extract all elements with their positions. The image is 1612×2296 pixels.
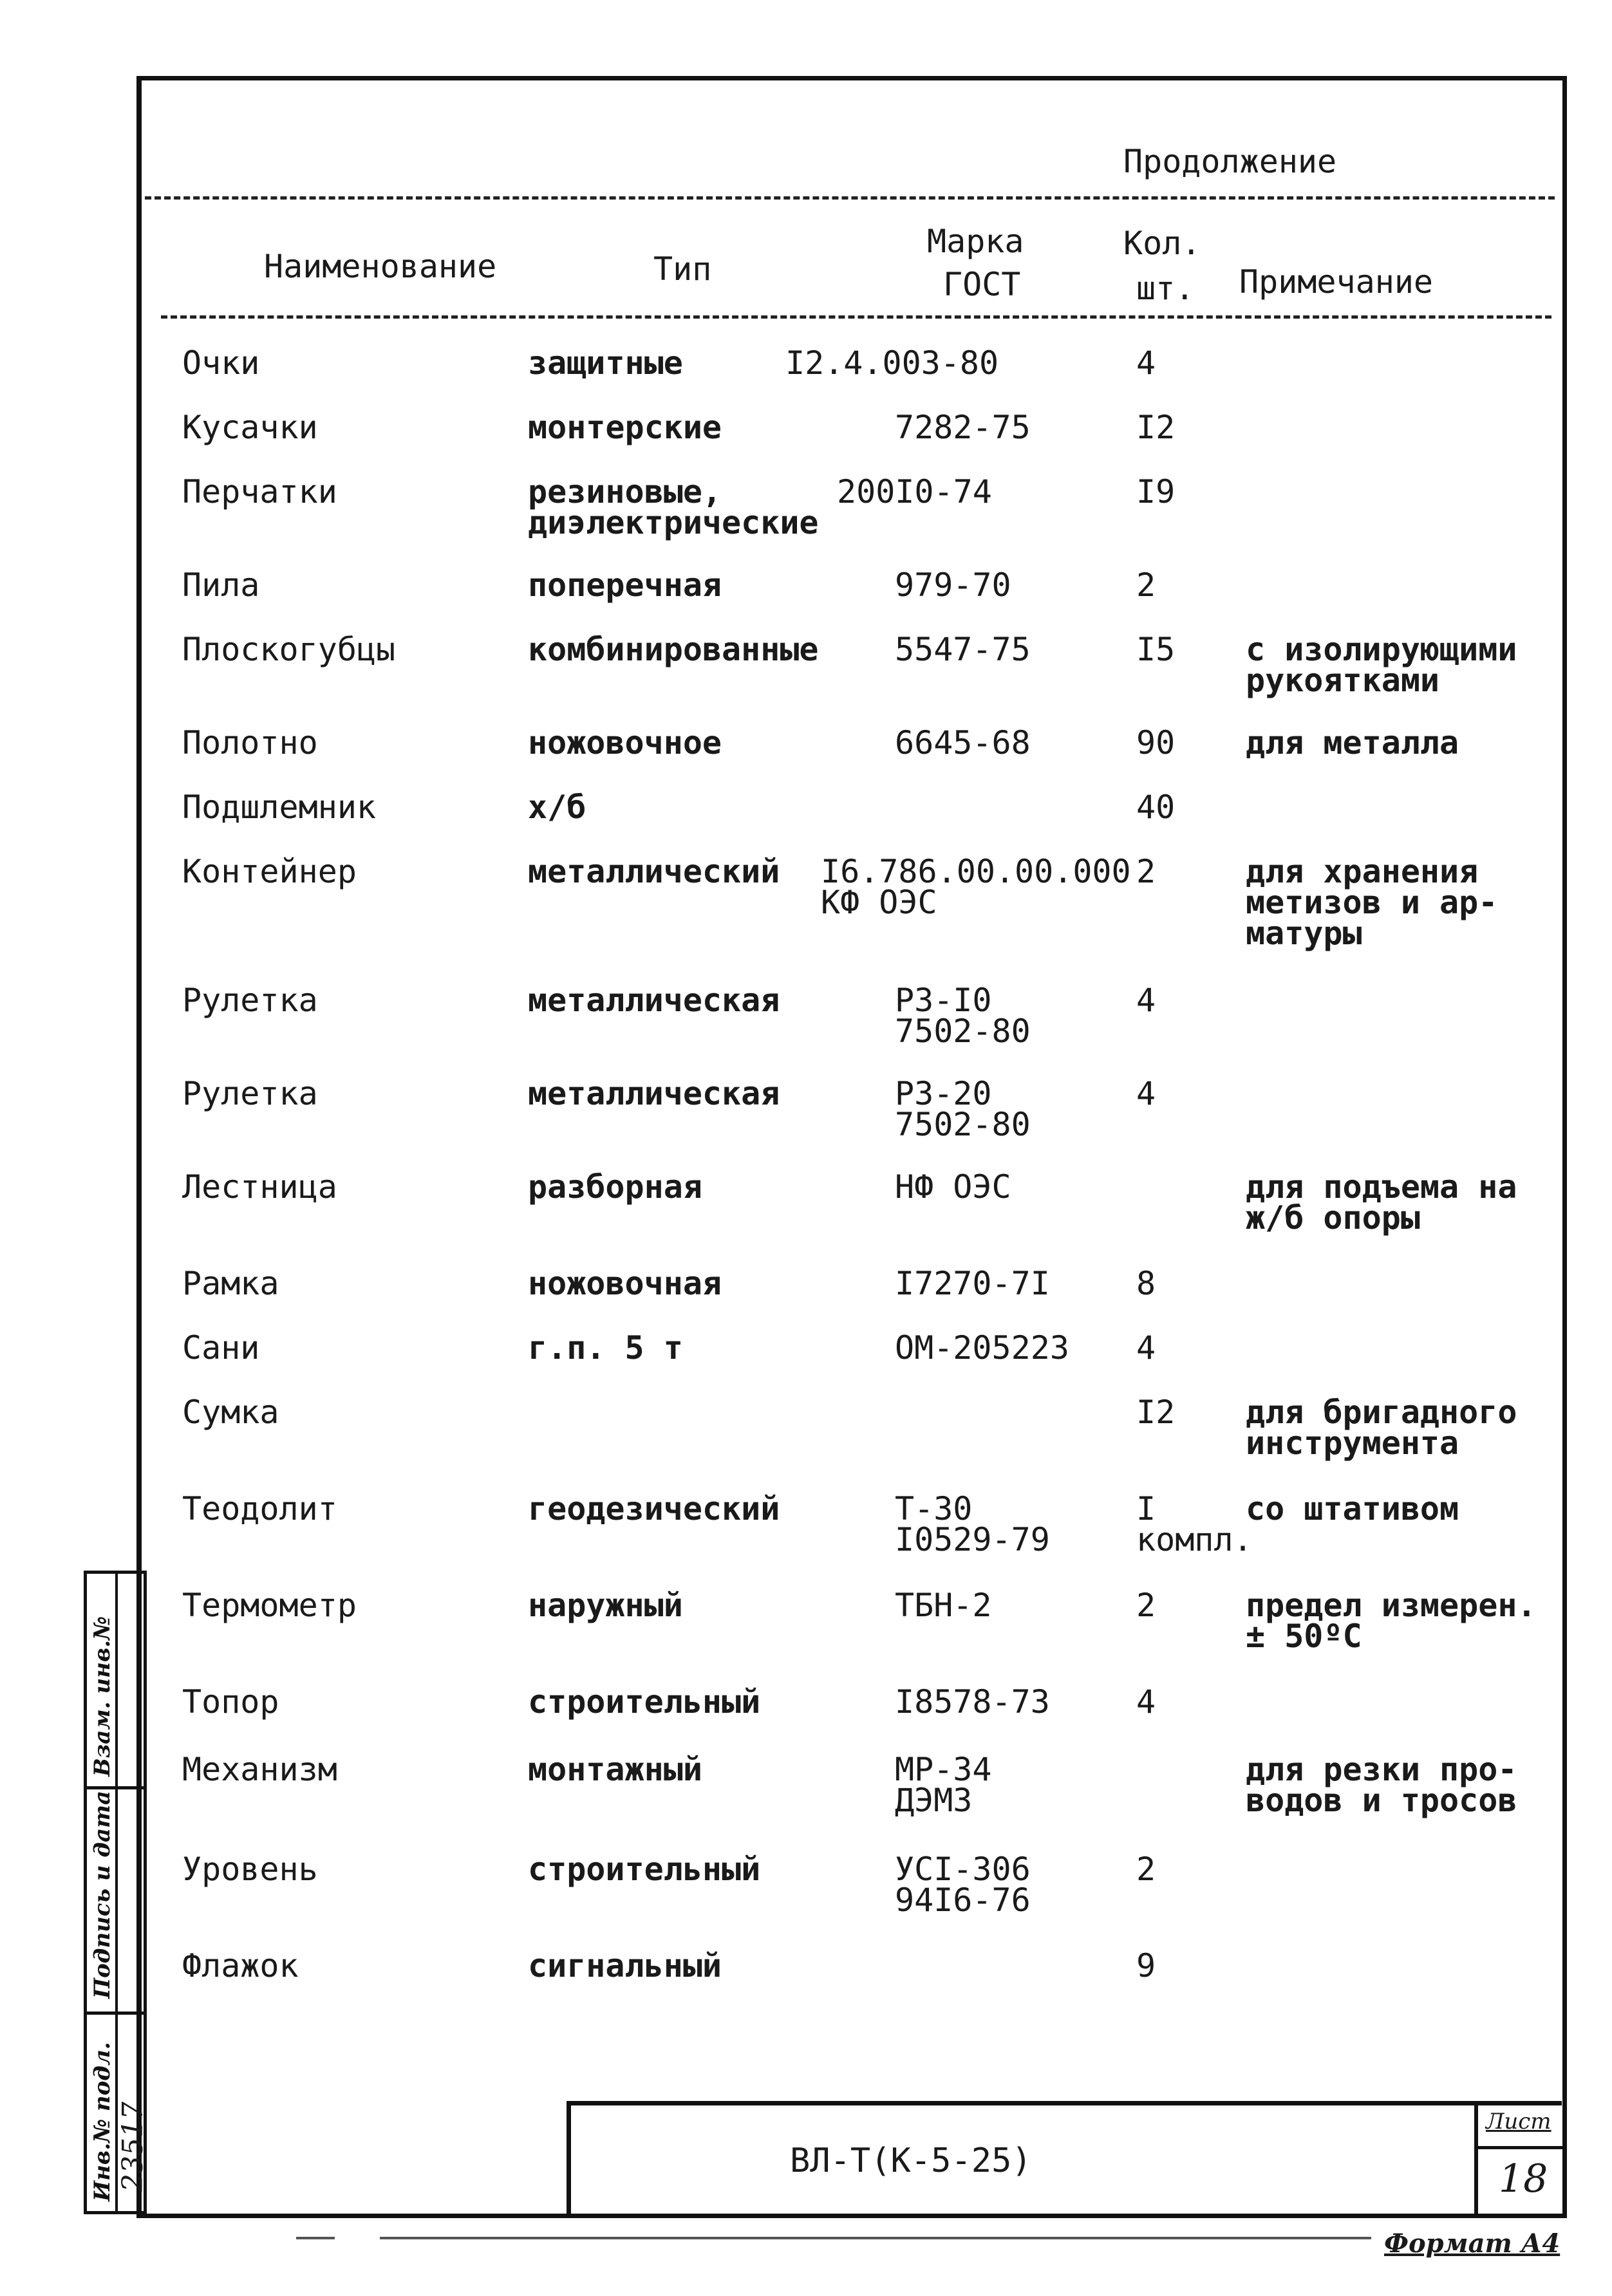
- cell-mark: УСI-306 94I6-76: [895, 1851, 1031, 1919]
- stamp-label-replace: Взам. инв.№: [89, 1616, 115, 1777]
- stamp-separator: [87, 2011, 144, 2015]
- title-block: [567, 2101, 1562, 2217]
- cell-qty: 2: [1136, 1587, 1156, 1624]
- cell-qty: 4: [1136, 1329, 1156, 1367]
- col-header-mark: Марка: [927, 223, 1024, 260]
- sheet-box: [1474, 2101, 1564, 2217]
- cell-mark: I2.4.003-80: [785, 344, 999, 382]
- cell-note: для резки про- водов и тросов: [1246, 1751, 1517, 1819]
- stamp-column: [84, 1571, 147, 2214]
- cell-type: ножовочное: [528, 724, 722, 761]
- header-top-dashed-rule: [145, 196, 1555, 200]
- cell-name: Кусачки: [182, 409, 318, 446]
- cell-qty: 2: [1136, 566, 1156, 604]
- cell-type: геодезический: [528, 1490, 780, 1527]
- col-header-type: Тип: [653, 250, 712, 288]
- stamp-label-signature: Подпись и дата: [89, 1790, 115, 1999]
- cell-type: защитные: [528, 344, 683, 382]
- bottom-rule: [296, 2237, 335, 2239]
- cell-type: металлическая: [528, 1075, 780, 1112]
- cell-qty: I2: [1136, 1394, 1176, 1431]
- cell-qty: I9: [1136, 473, 1176, 510]
- cell-mark: I7270-7I: [895, 1265, 1050, 1302]
- cell-type: строительный: [528, 1683, 761, 1721]
- stamp-separator: [87, 1786, 144, 1789]
- cell-qty: 4: [1136, 344, 1156, 382]
- cell-name: Плоскогубцы: [182, 631, 396, 668]
- document-code: ВЛ-Т(К-5-25): [790, 2142, 1032, 2180]
- col-header-name: Наименование: [264, 248, 497, 285]
- cell-mark: 6645-68: [895, 724, 1031, 761]
- cell-type: поперечная: [528, 566, 722, 604]
- cell-type: наружный: [528, 1587, 683, 1624]
- cell-mark: МР-34 ДЭМЗ: [895, 1751, 992, 1819]
- drawing-frame: [136, 76, 1567, 2218]
- cell-type: монтажный: [528, 1751, 702, 1788]
- col-header-gost: ГОСТ: [943, 266, 1021, 303]
- cell-qty: 4: [1136, 1683, 1156, 1721]
- cell-note: для хранения метизов и ар- матуры: [1246, 853, 1498, 952]
- col-header-pcs: шт.: [1136, 270, 1195, 307]
- cell-type: монтерские: [528, 409, 722, 446]
- cell-qty: 2: [1136, 853, 1156, 890]
- format-label: Формат А4: [1384, 2228, 1560, 2259]
- continuation-heading: Продолжение: [1123, 143, 1337, 180]
- sheet-number: 18: [1499, 2156, 1548, 2201]
- cell-qty: I5: [1136, 631, 1176, 668]
- bottom-rule: [380, 2237, 1371, 2239]
- cell-mark: 979-70: [895, 566, 1011, 604]
- cell-name: Сумка: [182, 1394, 279, 1431]
- cell-mark: 5547-75: [895, 631, 1031, 668]
- cell-mark: I6.786.00.00.000 КФ ОЭС: [821, 853, 1131, 921]
- cell-mark: РЗ-20 7502-80: [895, 1075, 1031, 1143]
- cell-name: Топор: [182, 1683, 279, 1721]
- sheet-label: Лист: [1486, 2109, 1551, 2134]
- cell-qty: 4: [1136, 1075, 1156, 1112]
- inventory-number: 23517: [117, 2102, 149, 2192]
- header-bottom-dashed-rule: [161, 315, 1551, 319]
- cell-qty: 9: [1136, 1947, 1156, 1984]
- cell-qty: I2: [1136, 409, 1176, 446]
- cell-mark: Т-30 I0529-79: [895, 1490, 1050, 1558]
- cell-mark: 7282-75: [895, 409, 1031, 446]
- cell-name: Механизм: [182, 1751, 337, 1788]
- cell-name: Подшлемник: [182, 789, 377, 826]
- cell-note: предел измерен. ± 50ºС: [1246, 1587, 1537, 1655]
- cell-name: Контейнер: [182, 853, 357, 890]
- cell-mark: ОМ-205223: [895, 1329, 1069, 1367]
- cell-type: разборная: [528, 1168, 702, 1206]
- cell-note: для подъема на ж/б опоры: [1246, 1168, 1517, 1237]
- cell-qty: I компл.: [1136, 1490, 1253, 1558]
- cell-name: Пила: [182, 566, 260, 604]
- cell-name: Рулетка: [182, 1075, 318, 1112]
- cell-type: ножовочная: [528, 1265, 722, 1302]
- cell-type: металлическая: [528, 982, 780, 1019]
- cell-mark: 200I0-74: [837, 473, 992, 510]
- cell-note: со штативом: [1246, 1490, 1459, 1527]
- cell-name: Лестница: [182, 1168, 337, 1206]
- cell-name: Теодолит: [182, 1490, 337, 1527]
- cell-type: сигнальный: [528, 1947, 722, 1984]
- cell-type: строительный: [528, 1851, 761, 1888]
- cell-type: комбинированные: [528, 631, 819, 668]
- cell-type: г.п. 5 т: [528, 1329, 683, 1367]
- cell-mark: РЗ-I0 7502-80: [895, 982, 1031, 1050]
- cell-mark: I8578-73: [895, 1683, 1050, 1721]
- sheet-separator: [1478, 2146, 1564, 2149]
- col-header-note: Примечание: [1239, 263, 1434, 301]
- cell-qty: 2: [1136, 1851, 1156, 1888]
- cell-name: Уровень: [182, 1851, 318, 1888]
- cell-name: Рулетка: [182, 982, 318, 1019]
- cell-name: Полотно: [182, 724, 318, 761]
- cell-qty: 40: [1136, 789, 1176, 826]
- cell-type: резиновые, диэлектрические: [528, 473, 819, 541]
- cell-name: Очки: [182, 344, 260, 382]
- cell-note: для бригадного инструмента: [1246, 1394, 1517, 1462]
- cell-name: Термометр: [182, 1587, 357, 1624]
- cell-name: Сани: [182, 1329, 260, 1367]
- cell-qty: 4: [1136, 982, 1156, 1019]
- cell-type: х/б: [528, 789, 586, 826]
- cell-type: металлический: [528, 853, 780, 890]
- col-header-qty: Кол.: [1123, 225, 1201, 262]
- cell-mark: НФ ОЭС: [895, 1168, 1011, 1206]
- cell-mark: ТБН-2: [895, 1587, 992, 1624]
- cell-name: Рамка: [182, 1265, 279, 1302]
- cell-name: Флажок: [182, 1947, 299, 1984]
- cell-note: для металла: [1246, 724, 1459, 761]
- cell-qty: 90: [1136, 724, 1176, 761]
- stamp-label-inv: Инв.№ подл.: [89, 2042, 115, 2201]
- cell-qty: 8: [1136, 1265, 1156, 1302]
- cell-note: с изолирующими рукоятками: [1246, 631, 1517, 699]
- cell-name: Перчатки: [182, 473, 337, 510]
